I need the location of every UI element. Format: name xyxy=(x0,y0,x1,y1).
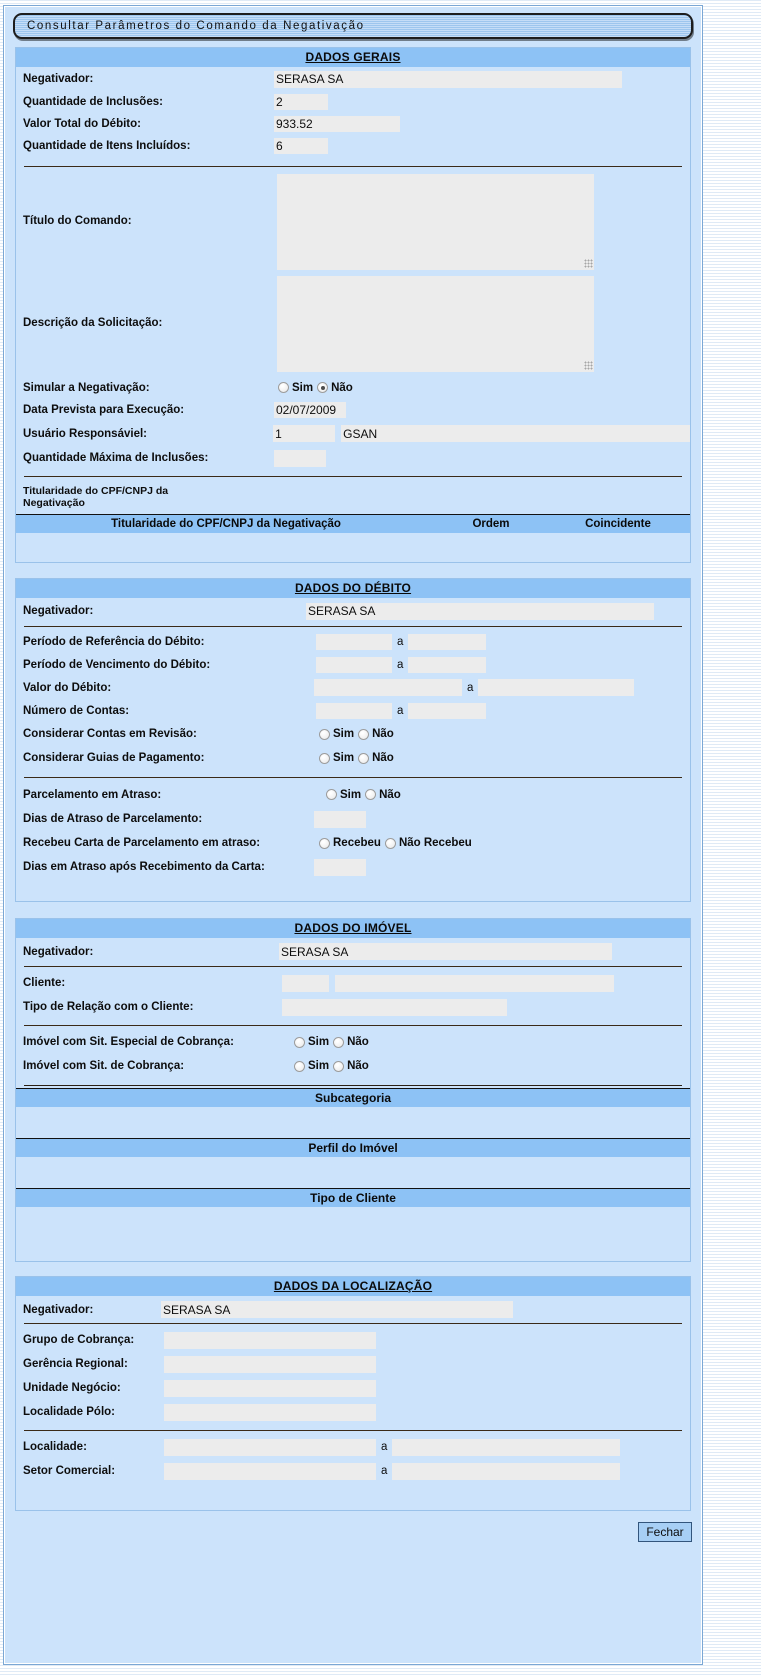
field-debito-negativador[interactable] xyxy=(306,603,654,620)
window-title: Consultar Parâmetros do Comando da Negativação xyxy=(27,20,365,32)
panel-dados-debito xyxy=(15,578,691,902)
label-contas-revisao-nao: Não xyxy=(372,728,394,740)
field-localidade-polo[interactable] xyxy=(164,1404,376,1421)
label-localidade: Localidade: xyxy=(23,1441,87,1453)
radio-group-carta xyxy=(319,837,476,849)
field-localidade-ate[interactable] xyxy=(392,1439,620,1456)
radio-sit-especial-sim[interactable] xyxy=(294,1037,305,1048)
divider-imovel-1 xyxy=(24,966,682,967)
row-sit-cobranca xyxy=(16,1054,690,1078)
field-setor-comercial-ate[interactable] xyxy=(392,1463,620,1480)
section-body-perfil-imovel xyxy=(16,1157,690,1188)
radio-group-sit-cobranca xyxy=(294,1060,373,1072)
row-carta-parcelamento xyxy=(16,831,690,855)
label-sit-cobranca: Imóvel com Sit. de Cobrança: xyxy=(23,1060,185,1072)
label-dias-atraso: Dias de Atraso de Parcelamento: xyxy=(23,813,203,825)
label-debito-negativador: Negativador: xyxy=(23,605,94,617)
radio-simular-sim[interactable] xyxy=(278,382,289,393)
row-dias-apos-carta xyxy=(16,855,690,879)
field-unidade-negocio[interactable] xyxy=(164,1380,376,1397)
row-debito-negativador xyxy=(16,598,690,624)
section-title-dados-localizacao: DADOS DA LOCALIZAÇÃO xyxy=(16,1277,690,1296)
radio-sit-especial-nao[interactable] xyxy=(333,1037,344,1048)
field-numero-contas-de[interactable] xyxy=(316,703,392,719)
radio-sit-cobranca-sim[interactable] xyxy=(294,1061,305,1072)
row-titulo-comando xyxy=(16,171,690,275)
field-qtd-maxima[interactable] xyxy=(274,450,326,467)
range-separator: a xyxy=(381,1441,388,1453)
range-separator: a xyxy=(397,658,404,671)
label-dias-apos-carta: Dias em Atraso após Recebimento da Carta: xyxy=(23,861,265,873)
label-contas-revisao-sim: Sim xyxy=(333,728,355,740)
label-negativador: Negativador: xyxy=(23,73,94,85)
label-data-prevista: Data Prevista para Execução: xyxy=(23,404,185,416)
field-qtd-itens[interactable] xyxy=(274,138,328,154)
radio-contas-revisao-sim[interactable] xyxy=(319,729,330,740)
divider-debito-2 xyxy=(24,777,682,778)
label-carta-parcelamento: Recebeu Carta de Parcelamento em atraso: xyxy=(23,837,261,849)
panel-dados-localizacao xyxy=(15,1276,691,1511)
divider-gerais-1 xyxy=(24,166,682,167)
field-usuario-nome[interactable] xyxy=(341,425,690,442)
field-usuario-codigo[interactable] xyxy=(273,425,335,442)
row-setor-comercial xyxy=(16,1459,690,1483)
field-periodo-vencimento-de[interactable] xyxy=(316,657,392,673)
range-separator: a xyxy=(467,681,474,694)
divider-imovel-2 xyxy=(24,1025,682,1026)
divider-local-2 xyxy=(24,1430,682,1431)
row-periodo-referencia xyxy=(16,631,690,653)
field-descricao[interactable] xyxy=(277,276,594,372)
label-qtd-maxima: Quantidade Máxima de Inclusões: xyxy=(23,452,209,464)
label-qtd-inclusoes: Quantidade de Inclusões: xyxy=(23,96,163,108)
radio-group-sit-especial xyxy=(294,1036,373,1048)
label-unidade-negocio: Unidade Negócio: xyxy=(23,1382,121,1394)
grid-col-coincidente: Coincidente xyxy=(585,518,651,530)
row-descricao xyxy=(16,275,690,376)
label-qtd-itens: Quantidade de Itens Incluídos: xyxy=(23,140,191,152)
radio-parcelamento-sim[interactable] xyxy=(326,789,337,800)
radio-group-guias-pagamento xyxy=(319,752,398,764)
divider-debito-1 xyxy=(24,626,682,627)
range-separator: a xyxy=(397,636,404,648)
label-sit-especial: Imóvel com Sit. Especial de Cobrança: xyxy=(23,1036,234,1048)
divider-imovel-3 xyxy=(24,1085,682,1086)
label-sit-cobranca-sim: Sim xyxy=(308,1060,330,1072)
row-gerencia-regional xyxy=(16,1352,690,1376)
field-grupo-cobranca[interactable] xyxy=(164,1332,376,1349)
field-negativador[interactable] xyxy=(274,71,622,88)
row-localidade xyxy=(16,1435,690,1459)
radio-group-parcelamento-atraso xyxy=(326,789,405,801)
section-body-subcategoria xyxy=(16,1107,690,1138)
label-sit-especial-sim: Sim xyxy=(308,1036,330,1048)
row-negativador xyxy=(16,67,690,91)
radio-group-simular xyxy=(278,382,357,394)
label-periodo-vencimento: Período de Vencimento do Débito: xyxy=(23,658,211,671)
label-guias-pagamento-sim: Sim xyxy=(333,752,355,764)
field-qtd-inclusoes[interactable] xyxy=(274,94,328,110)
row-tipo-relacao xyxy=(16,995,690,1019)
row-sit-especial xyxy=(16,1030,690,1054)
label-simular-nao: Não xyxy=(331,381,353,394)
label-descricao: Descrição da Solicitação: xyxy=(23,317,163,329)
row-grupo-cobranca xyxy=(16,1328,690,1352)
radio-group-contas-revisao xyxy=(319,728,398,740)
row-simular xyxy=(16,376,690,399)
row-guias-pagamento xyxy=(16,746,690,770)
field-tipo-relacao[interactable] xyxy=(282,999,507,1016)
label-carta-nao-recebeu: Não Recebeu xyxy=(398,837,472,849)
window-title-bar xyxy=(13,13,693,39)
section-title-perfil-imovel: Perfil do Imóvel xyxy=(16,1138,690,1157)
radio-carta-nao-recebeu[interactable] xyxy=(385,838,396,849)
section-title-dados-debito: DADOS DO DÉBITO xyxy=(16,579,690,598)
label-contas-revisao: Considerar Contas em Revisão: xyxy=(23,728,197,740)
field-valor-total[interactable] xyxy=(274,116,400,132)
row-valor-total xyxy=(16,113,690,135)
radio-simular-nao[interactable] xyxy=(317,382,328,393)
label-valor-total: Valor Total do Débito: xyxy=(23,118,141,130)
label-setor-comercial: Setor Comercial: xyxy=(23,1465,116,1477)
panel-dados-gerais xyxy=(15,47,691,563)
row-localidade-polo xyxy=(16,1400,690,1424)
row-periodo-vencimento xyxy=(16,653,690,676)
label-cliente: Cliente: xyxy=(23,977,66,989)
label-titulo-comando: Título do Comando: xyxy=(23,215,132,227)
label-usuario: Usuário Responsáviel: xyxy=(23,427,147,440)
field-titulo-comando[interactable] xyxy=(277,174,594,270)
label-imovel-negativador: Negativador: xyxy=(23,945,94,958)
radio-guias-pagamento-sim[interactable] xyxy=(319,753,330,764)
row-qtd-itens xyxy=(16,135,690,157)
label-simular: Simular a Negativação: xyxy=(23,381,150,394)
label-sit-especial-nao: Não xyxy=(347,1036,369,1048)
field-valor-debito-ate[interactable] xyxy=(478,679,634,696)
label-simular-sim: Sim xyxy=(292,381,314,394)
field-local-negativador[interactable] xyxy=(161,1301,513,1318)
dialog-window xyxy=(3,5,703,1665)
field-valor-debito-de[interactable] xyxy=(314,679,462,696)
row-cliente xyxy=(16,971,690,995)
label-valor-debito: Valor do Débito: xyxy=(23,681,112,694)
grid-header-titularidade xyxy=(16,514,690,533)
row-data-prevista xyxy=(16,399,690,421)
divider-local-1 xyxy=(24,1323,682,1324)
row-qtd-maxima xyxy=(16,446,690,470)
label-guias-pagamento-nao: Não xyxy=(372,752,394,764)
label-parcelamento-atraso: Parcelamento em Atraso: xyxy=(23,788,162,801)
label-tipo-relacao: Tipo de Relação com o Cliente: xyxy=(23,1001,194,1013)
field-setor-comercial-de[interactable] xyxy=(164,1463,376,1480)
field-periodo-referencia-de[interactable] xyxy=(316,634,392,650)
field-gerencia-regional[interactable] xyxy=(164,1356,376,1373)
range-separator: a xyxy=(381,1465,388,1477)
radio-parcelamento-nao[interactable] xyxy=(365,789,376,800)
field-imovel-negativador[interactable] xyxy=(279,943,612,960)
radio-contas-revisao-nao[interactable] xyxy=(358,729,369,740)
divider-gerais-2 xyxy=(24,476,682,477)
section-title-dados-gerais: DADOS GERAIS xyxy=(16,48,690,67)
field-periodo-vencimento-ate[interactable] xyxy=(408,657,486,673)
field-numero-contas-ate[interactable] xyxy=(408,703,486,719)
grid-col-titularidade: Titularidade do CPF/CNPJ da Negativação xyxy=(111,518,341,530)
row-unidade-negocio xyxy=(16,1376,690,1400)
field-periodo-referencia-ate[interactable] xyxy=(408,634,486,650)
fechar-button[interactable]: Fechar xyxy=(638,1522,692,1542)
radio-sit-cobranca-nao[interactable] xyxy=(333,1061,344,1072)
field-dias-atraso[interactable] xyxy=(314,811,366,828)
section-title-subcategoria: Subcategoria xyxy=(16,1088,690,1107)
row-local-negativador xyxy=(16,1296,690,1323)
range-separator: a xyxy=(397,704,404,717)
field-localidade-de[interactable] xyxy=(164,1439,376,1456)
label-periodo-referencia: Período de Referência do Débito: xyxy=(23,636,205,648)
label-localidade-polo: Localidade Pólo: xyxy=(23,1406,116,1418)
grid-col-ordem: Ordem xyxy=(472,518,510,530)
section-title-tipo-cliente: Tipo de Cliente xyxy=(16,1188,690,1207)
label-guias-pagamento: Considerar Guias de Pagamento: xyxy=(23,752,205,764)
row-qtd-inclusoes xyxy=(16,91,690,113)
field-data-prevista[interactable] xyxy=(274,402,346,418)
label-numero-contas: Número de Contas: xyxy=(23,704,130,717)
label-carta-recebeu: Recebeu xyxy=(333,837,381,849)
row-numero-contas xyxy=(16,699,690,722)
row-valor-debito xyxy=(16,676,690,699)
row-dias-atraso xyxy=(16,807,690,831)
label-sit-cobranca-nao: Não xyxy=(347,1060,369,1072)
section-title-dados-imovel: DADOS DO IMÓVEL xyxy=(16,919,690,938)
label-parcelamento-sim: Sim xyxy=(340,788,362,801)
panel-dados-imovel xyxy=(15,918,691,1262)
row-contas-revisao xyxy=(16,722,690,746)
label-local-negativador: Negativador: xyxy=(23,1303,94,1316)
field-dias-apos-carta[interactable] xyxy=(314,859,366,876)
label-titularidade-block: Titularidade do CPF/CNPJ da Negativação xyxy=(23,485,169,509)
row-parcelamento-atraso xyxy=(16,782,690,807)
label-gerencia-regional: Gerência Regional: xyxy=(23,1358,128,1370)
radio-guias-pagamento-nao[interactable] xyxy=(358,753,369,764)
label-grupo-cobranca: Grupo de Cobrança: xyxy=(23,1334,135,1346)
field-cliente-codigo[interactable] xyxy=(282,975,329,992)
label-parcelamento-nao: Não xyxy=(379,788,401,801)
field-cliente-nome[interactable] xyxy=(335,975,614,992)
row-imovel-negativador xyxy=(16,938,690,965)
radio-carta-recebeu[interactable] xyxy=(319,838,330,849)
row-usuario xyxy=(16,421,690,446)
